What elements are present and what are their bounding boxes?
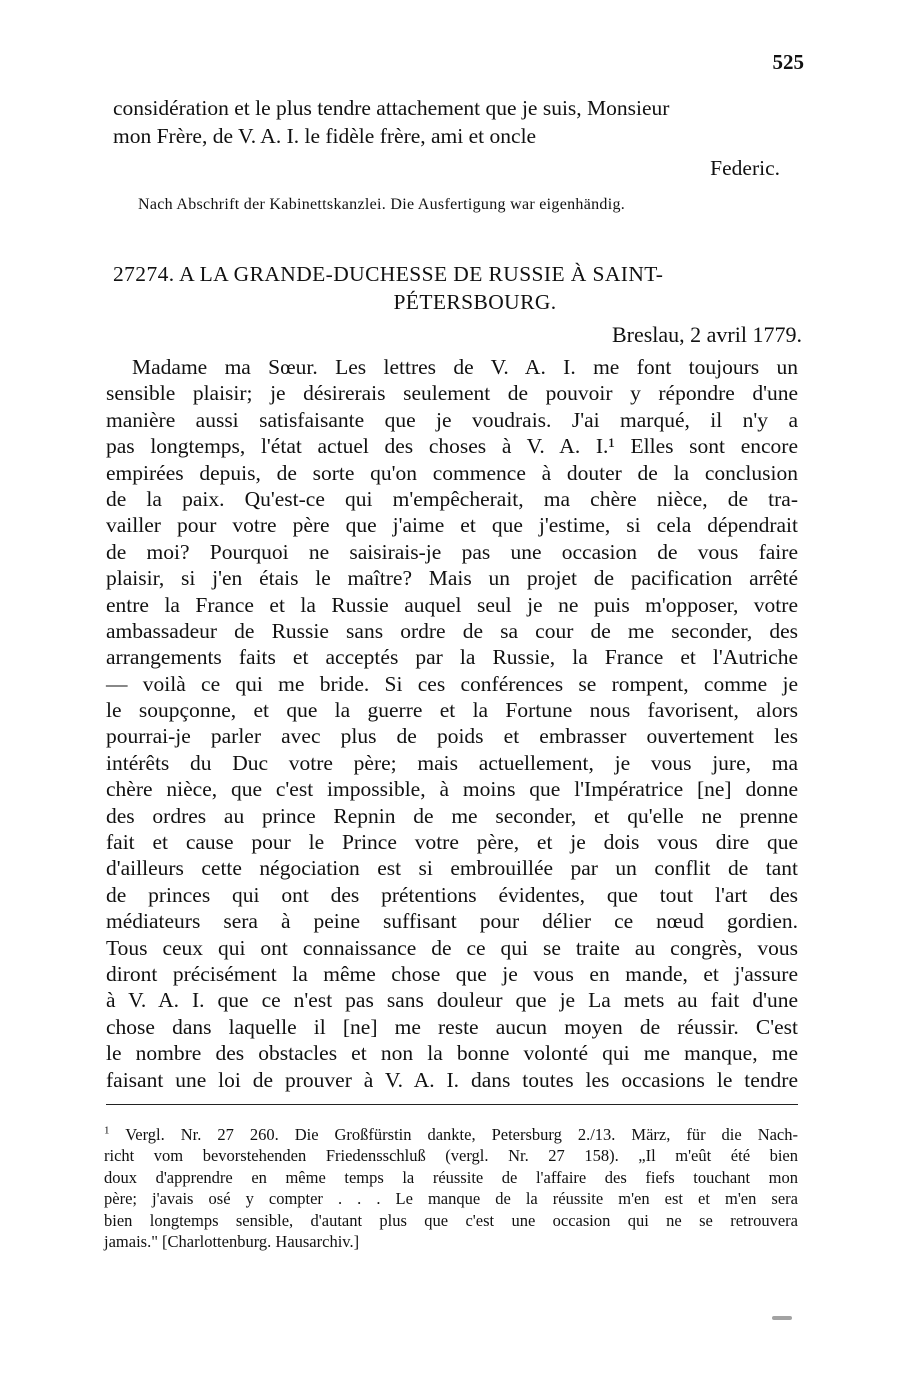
letter-line: chère nièce, que c'est impossible, à moins que l'Impératrice [ne] donne <box>106 777 798 802</box>
letter-line: à V. A. I. que ce n'est pas sans douleur que je La mets au fait d'une <box>106 988 798 1013</box>
footnote-line: jamais." [Charlottenburg. Hausarchiv.] <box>104 1231 360 1251</box>
letter-heading <box>113 260 807 316</box>
letter-line: Madame ma Sœur. Les lettres de V. A. I. me font toujours un <box>132 355 798 379</box>
letter-line: empirées depuis, de sorte qu'on commence à douter de la conclusion <box>106 460 798 485</box>
heading-line: 27274. A LA GRANDE-DUCHESSE DE RUSSIE À SAINT- <box>113 262 664 286</box>
letter-line: arrangements faits et acceptés par la Russie, la France et l'Autriche <box>106 645 798 670</box>
letter-line: médiateurs sera à peine suffisant pour délier ce nœud gordien. <box>106 909 798 934</box>
footnote-line: richt vom bevorstehenden Friedensschluß (vergl. Nr. 27 158). „Il m'eût été bien <box>104 1146 798 1166</box>
letter-line: faisant une loi de prouver à V. A. I. dans toutes les occasions le tendre <box>106 1067 798 1092</box>
letter-line: manière aussi satisfaisante que je voudrais. J'ai marqué, il n'y a <box>106 407 798 432</box>
letter-body <box>106 354 798 1093</box>
letter-line: le nombre des obstacles et non la bonne volonté qui me manque, me <box>106 1041 798 1066</box>
letter-line: de la paix. Qu'est-ce qui m'empêcherait, ma chère nièce, de tra- <box>106 486 798 511</box>
footnote-line: doux d'apprendre en même temps la réussite de l'affaire des fiefs touchant mon <box>104 1167 798 1187</box>
footnote-marker: 1 <box>104 1124 110 1137</box>
signature: Federic. <box>710 156 780 180</box>
letter-line: de moi? Pourquoi ne saisirais-je pas une occasion de vous faire <box>106 539 798 564</box>
letter-line: des ordres au prince Repnin de me seconder, et qu'elle ne prenne <box>106 803 798 828</box>
footnote-line <box>104 1124 798 1145</box>
letter-line: vailler pour votre père que j'aime et que j'estime, si cela dépendrait <box>106 513 798 538</box>
footnote-line: bien longtemps sensible, d'autant plus que c'est une occasion qui ne se retrouvera <box>104 1210 798 1230</box>
letter-line: de princes qui ont des prétentions évidentes, que tout l'art des <box>106 882 798 907</box>
letter-line: sensible plaisir; je désirerais seulement de pouvoir y répondre d'une <box>106 381 798 406</box>
letter-line: plaisir, si j'en étais le maître? Mais un projet de pacification arrêté <box>106 566 798 591</box>
footnote-text: Vergl. Nr. 27 260. Die Großfürstin dankte, Petersburg 2./13. März, für die Nach- <box>125 1125 798 1144</box>
footnote-divider <box>106 1104 798 1105</box>
footnote-line: père; j'avais osé y compter . . . Le manque de la réussite m'en est et m'en sera <box>104 1189 798 1209</box>
letter-line: entre la France et la Russie auquel seul je ne puis m'opposer, votre <box>106 592 798 617</box>
letter-line: intérêts du Duc votre père; mais actuellement, je vous jure, ma <box>106 750 798 775</box>
letter-line: fait et cause pour le Prince votre père, et je dois vous dire que <box>106 830 798 855</box>
letter-line: — voilà ce qui me bride. Si ces conférences se rompent, comme je <box>106 671 798 696</box>
letter-line: pourrai-je parler avec plus de poids et embrasser ouvertement les <box>106 724 798 749</box>
continuation-text <box>113 94 807 150</box>
letter-line: le soupçonne, et que la guerre et la Fortune nous favorisent, alors <box>106 698 798 723</box>
footnote <box>104 1124 798 1252</box>
letter-line: Tous ceux qui ont connaissance de ce qui se traite au congrès, vous <box>106 935 798 960</box>
page-number: 525 <box>772 50 804 74</box>
text-line: mon Frère, de V. A. I. le fidèle frère, ami et oncle <box>113 124 537 148</box>
scan-mark <box>772 1316 792 1320</box>
source-note: Nach Abschrift der Kabinettskanzlei. Die Ausfertigung war eigenhändig. <box>138 196 626 213</box>
letter-line: d'ailleurs cette négociation est si embrouillée par un conflit de tant <box>106 856 798 881</box>
letter-line: ambassadeur de Russie sans ordre de sa cour de me seconder, des <box>106 618 798 643</box>
heading-line: PÉTERSBOURG. <box>393 290 557 314</box>
letter-line: chose dans laquelle il [ne] me reste aucun moyen de réussir. C'est <box>106 1014 798 1039</box>
letter-line: pas longtemps, l'état actuel des choses à V. A. I.¹ Elles sont encore <box>106 434 798 459</box>
letter-line: diront précisément la même chose que je vous en mande, et j'assure <box>106 961 798 986</box>
text-line: considération et le plus tendre attachement que je suis, Monsieur <box>113 96 670 120</box>
dateline: Breslau, 2 avril 1779. <box>611 322 802 347</box>
